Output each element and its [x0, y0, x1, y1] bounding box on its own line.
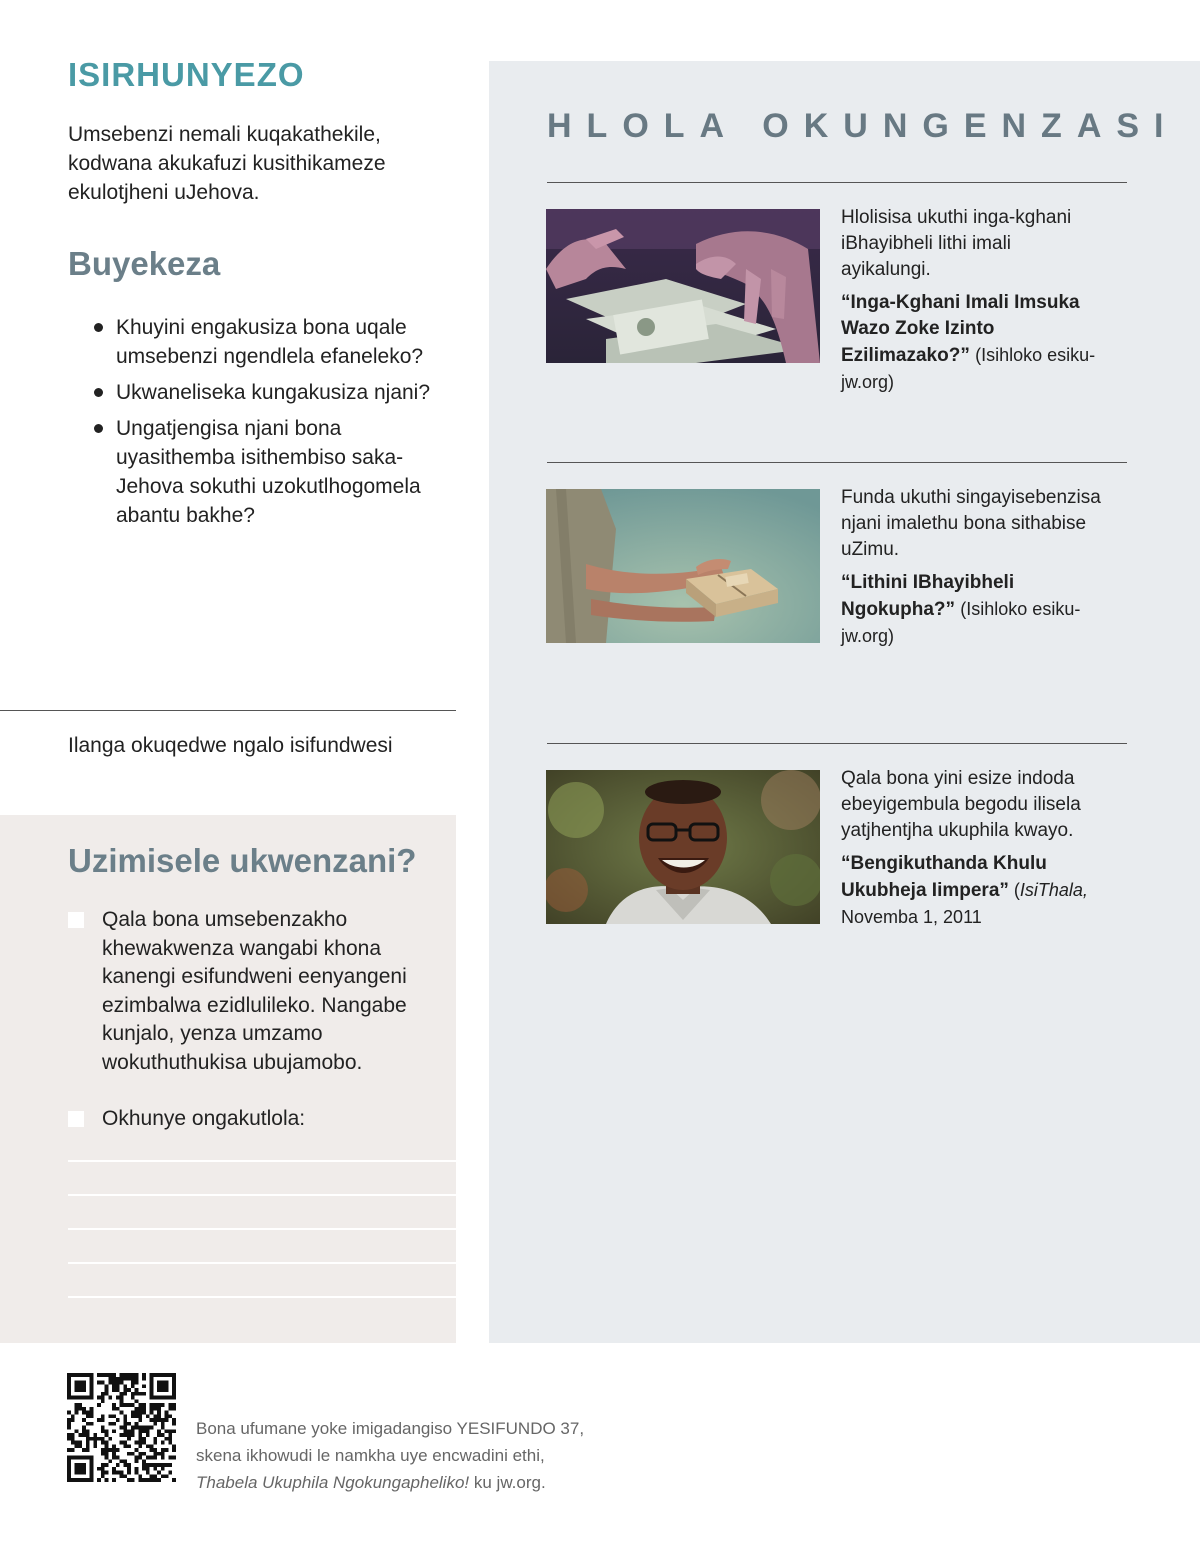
- explore-divider: [547, 743, 1127, 744]
- review-item: Khuyini engakusiza bona uqale umsebenzi ngendlela efaneleko?: [92, 313, 462, 371]
- explore-item-reference[interactable]: [841, 290, 1103, 396]
- goal-item-text: Qala bona umsebenzakho khewakwenza wangabi khona kanengi esifundweni eenyangeni ezimbalwa ezidlulileko. Nangabe kunjalo, yenza umzamo wokuthuthukisa ubujamobo.: [102, 908, 407, 1074]
- explore-item-text: [841, 205, 1103, 396]
- explore-item-text: [841, 485, 1103, 650]
- footer-line-1: Bona ufumane yoke imigadangiso YESIFUNDO 37,: [196, 1419, 585, 1438]
- smiling-man-image: [546, 770, 820, 924]
- explore-item-source-open: (: [1008, 880, 1020, 900]
- money-hands-image: [546, 209, 820, 363]
- writing-line[interactable]: [68, 1228, 456, 1230]
- writing-line[interactable]: [68, 1296, 456, 1298]
- qr-code-graphic: [67, 1373, 176, 1482]
- gift-package-image: [546, 489, 820, 643]
- explore-item-source: (Isihloko esiku-jw.org): [841, 345, 1096, 392]
- explore-heading: HLOLA OKUNGENZASI: [547, 107, 1179, 145]
- footer-line-2: skena ikhowudi le namkha uye encwadini ethi,: [196, 1446, 545, 1465]
- writing-line[interactable]: [68, 1262, 456, 1264]
- explore-divider: [547, 462, 1127, 463]
- explore-item-title[interactable]: “Inga-Kghani Imali Imsuka Wazo Zoke Izinto Ezilimazako?”: [841, 292, 1080, 366]
- explore-item-text: [841, 766, 1103, 931]
- summary-text: Umsebenzi nemali kuqakathekile, kodwana akukafuzi kusithikameze ekulotjheni uJehova.: [68, 123, 386, 204]
- date-divider: [0, 710, 456, 711]
- goal-item: [68, 1105, 428, 1134]
- explore-item-source: (Isihloko esiku-jw.org): [841, 599, 1081, 646]
- review-item: Ukwaneliseka kungakusiza njani?: [92, 378, 462, 407]
- review-heading: Buyekeza: [68, 245, 221, 282]
- explore-item-description: Hlolisisa ukuthi inga-kghani iBhayibheli lithi imali ayikalungi.: [841, 207, 1072, 280]
- explore-item-title[interactable]: “Bengikuthanda Khulu Ukubheja Iimpera”: [841, 853, 1047, 901]
- explore-item-description: Qala bona yini esize indoda ebeyigembula begodu ilisela yatjhentjha ukuphila kwayo.: [841, 768, 1081, 841]
- explore-panel: [489, 61, 1200, 1343]
- goal-checkbox[interactable]: [68, 1111, 84, 1127]
- review-item: Ungatjengisa njani bona uyasithemba isithembiso saka-Jehova sokuthi uzokutlhogomela abantu bakhe?: [92, 414, 462, 530]
- goal-section: [0, 815, 456, 1343]
- goal-item-text: Okhunye ongakutlola:: [102, 1107, 306, 1130]
- footer-book-title[interactable]: Thabela Ukuphila Ngokungapheliko!: [196, 1473, 470, 1492]
- footer-note: [196, 1415, 656, 1496]
- explore-item-source-publication: IsiThala,: [1019, 880, 1088, 900]
- explore-item-source-date: Novemba 1, 2011: [841, 907, 982, 927]
- explore-item-title[interactable]: “Lithini IBhayibheli Ngokupha?”: [841, 572, 1015, 620]
- review-list: [92, 313, 462, 537]
- summary-heading: ISIRHUNYEZO: [68, 56, 305, 93]
- goal-item: [68, 906, 428, 1077]
- qr-code-icon[interactable]: [67, 1373, 176, 1482]
- giving-illustration: [546, 489, 820, 643]
- writing-line[interactable]: [68, 1160, 456, 1162]
- man-portrait: [546, 770, 820, 924]
- footer-line-3: ku jw.org.: [469, 1473, 546, 1492]
- goal-checkbox[interactable]: [68, 912, 84, 928]
- explore-item-reference[interactable]: [841, 570, 1103, 650]
- explore-divider: [547, 182, 1127, 183]
- writing-line[interactable]: [68, 1194, 456, 1196]
- explore-item-reference[interactable]: [841, 851, 1103, 931]
- explore-item-description: Funda ukuthi singayisebenzisa njani imalethu bona sithabise uZimu.: [841, 487, 1101, 560]
- goal-heading: Uzimisele ukwenzani?: [68, 842, 417, 879]
- money-illustration: [546, 209, 820, 363]
- date-completed-label: Ilanga okuqedwe ngalo isifundwesi: [68, 734, 393, 757]
